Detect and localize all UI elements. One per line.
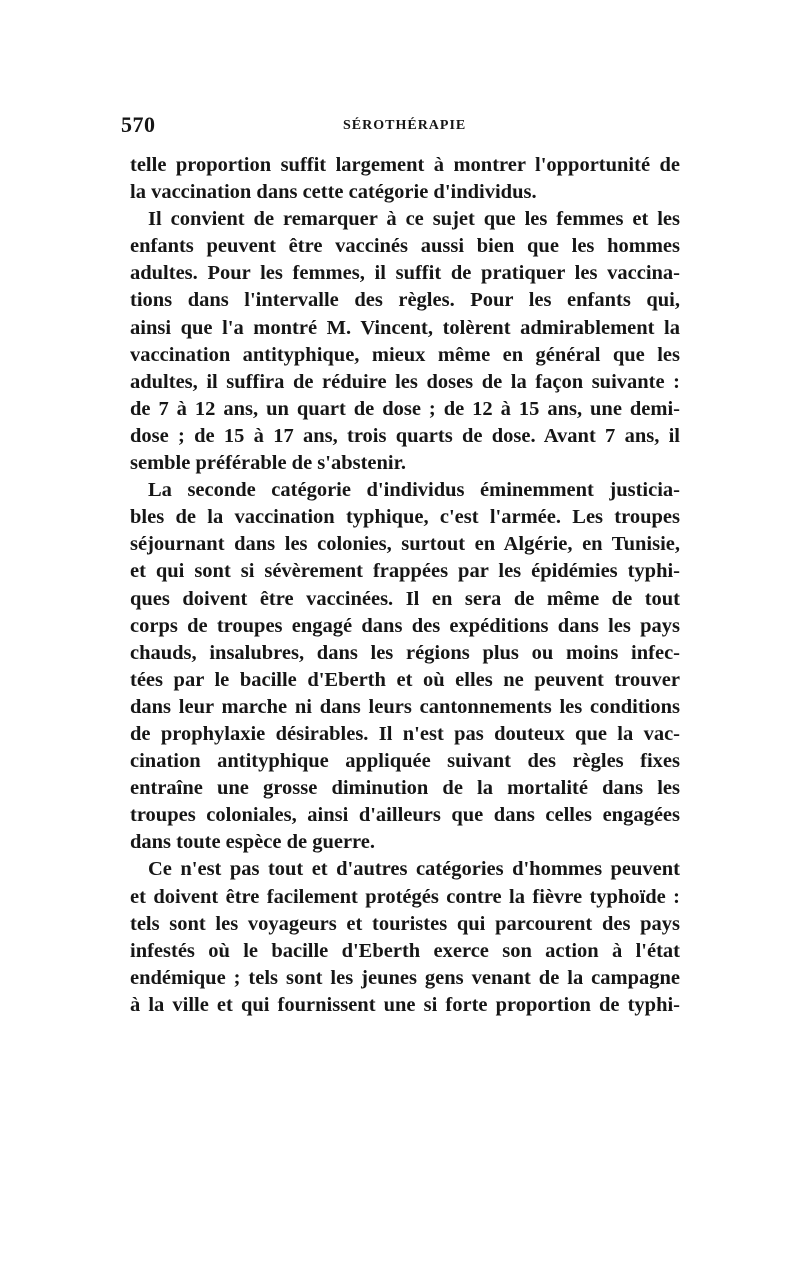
text-line: et doivent être facilement protégés contre la fièvre typhoïde : bbox=[130, 885, 680, 908]
text-line: adultes, il suffira de réduire les doses de la façon suivante : bbox=[130, 370, 680, 393]
text-line: telle proportion suffit largement à montrer l'opportunité de bbox=[130, 154, 680, 176]
text-line: entraîne une grosse diminution de la mortalité dans les bbox=[130, 777, 680, 800]
text-line: Il convient de remarquer à ce sujet que les femmes et les bbox=[148, 208, 680, 231]
text-line: séjournant dans les colonies, surtout en Algérie, en Tunisie, bbox=[130, 533, 680, 556]
text-line: troupes coloniales, ainsi d'ailleurs que dans celles engagées bbox=[130, 804, 680, 827]
text-line: enfants peuvent être vaccinés aussi bien que les hommes bbox=[130, 235, 680, 258]
text-line: corps de troupes engagé dans des expéditions dans les pays bbox=[130, 614, 680, 637]
text-line: la vaccination dans cette catégorie d'individus. bbox=[130, 181, 537, 204]
running-title: SÉROTHÉRAPIE bbox=[343, 118, 467, 133]
text-line: et qui sont si sévèrement frappées par les épidémies typhi- bbox=[130, 560, 680, 583]
text-line: bles de la vaccination typhique, c'est l'armée. Les troupes bbox=[130, 506, 680, 529]
text-line: ainsi que l'a montré M. Vincent, tolèrent admirablement la bbox=[130, 316, 680, 339]
text-line: infestés où le bacille d'Eberth exerce son action à l'état bbox=[130, 939, 680, 962]
text-line: tions dans l'intervalle des règles. Pour les enfants qui, bbox=[130, 289, 680, 312]
text-line: endémique ; tels sont les jeunes gens venant de la campagne bbox=[130, 966, 680, 989]
text-line: tels sont les voyageurs et touristes qui parcourent des pays bbox=[130, 912, 680, 935]
text-line: de 7 à 12 ans, un quart de dose ; de 12 à 15 ans, une demi- bbox=[130, 397, 680, 420]
text-line: La seconde catégorie d'individus éminemment justicia- bbox=[148, 479, 680, 502]
text-line: ques doivent être vaccinées. Il en sera de même de tout bbox=[130, 587, 680, 610]
text-line: semble préférable de s'abstenir. bbox=[130, 452, 406, 475]
page-number: 570 bbox=[121, 112, 156, 137]
running-head bbox=[121, 112, 681, 142]
body-text bbox=[130, 152, 680, 1019]
text-line: vaccination antityphique, mieux même en général que les bbox=[130, 343, 680, 366]
text-line: adultes. Pour les femmes, il suffit de pratiquer les vaccina- bbox=[130, 262, 680, 285]
text-line: chauds, insalubres, dans les régions plus ou moins infec- bbox=[130, 641, 680, 664]
text-line: dans toute espèce de guerre. bbox=[130, 831, 376, 854]
text-line: dose ; de 15 à 17 ans, trois quarts de dose. Avant 7 ans, il bbox=[130, 424, 680, 447]
text-line: tées par le bacille d'Eberth et où elles ne peuvent trouver bbox=[130, 668, 680, 691]
text-line: Ce n'est pas tout et d'autres catégories d'hommes peuvent bbox=[148, 858, 680, 881]
text-line: cination antityphique appliquée suivant des règles fixes bbox=[130, 750, 680, 773]
text-line: de prophylaxie désirables. Il n'est pas douteux que la vac- bbox=[130, 722, 680, 745]
text-line: à la ville et qui fournissent une si forte proportion de typhi- bbox=[130, 993, 680, 1016]
text-line: dans leur marche ni dans leurs cantonnements les conditions bbox=[130, 695, 680, 718]
